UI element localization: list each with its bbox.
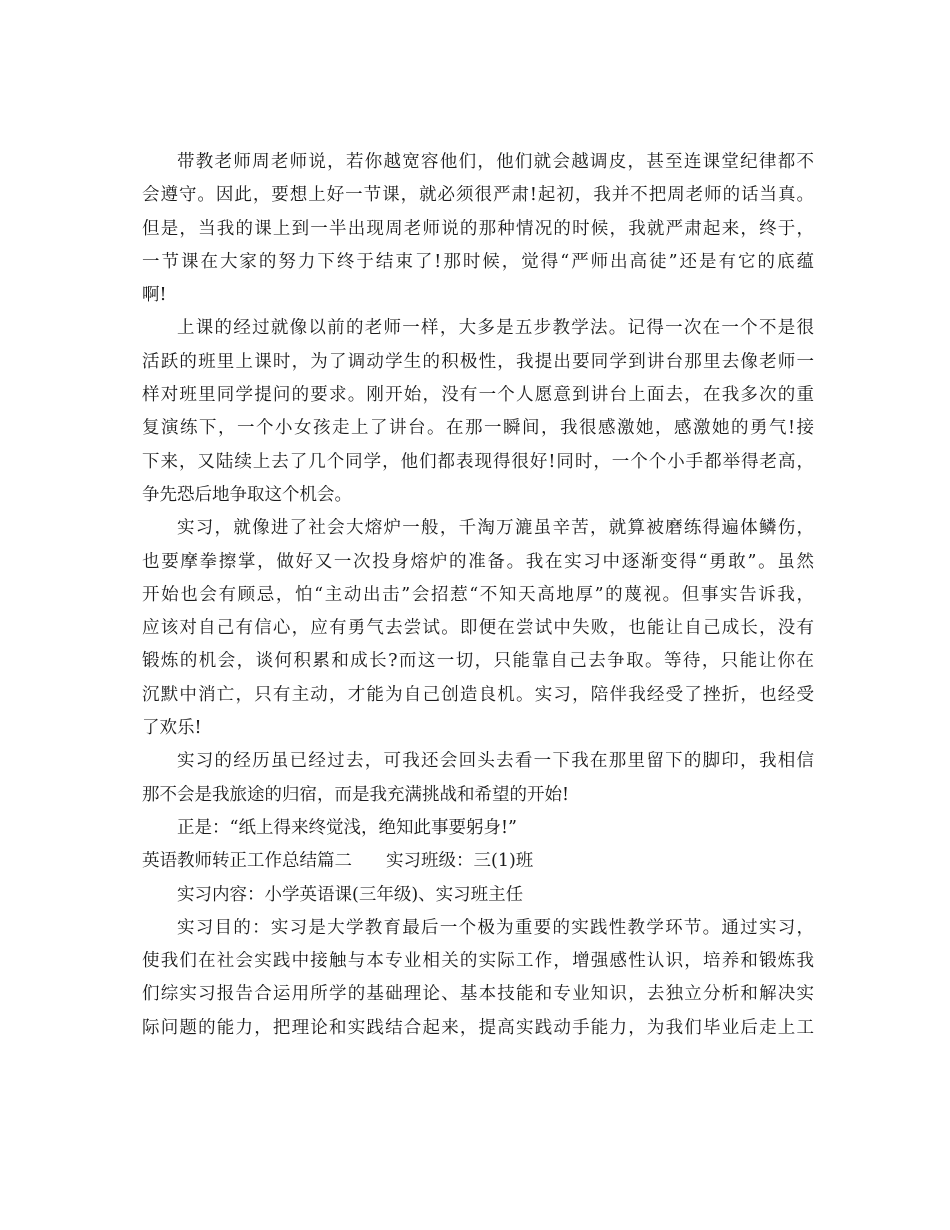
paragraph-6	[142, 879, 814, 912]
section-heading	[142, 845, 814, 878]
paragraph-4	[142, 745, 814, 812]
text-line: 实习，就像进了社会大熔炉一般，千淘万漉虽辛苦，就算被磨练得遍体鳞伤，	[177, 518, 814, 539]
text-line: 带教老师周老师说，若你越宽容他们，他们就会越调皮，甚至连课堂纪律都不	[177, 152, 814, 172]
text-line: 会遵守。因此，要想上好一节课，就必须很严肃!起初，我并不把周老师的话当真。	[142, 185, 814, 206]
section-title: 英语教师转正工作总结篇二	[142, 851, 352, 872]
text-line: 沉默中消亡，只有主动，才能为自己创造良机。实习，陪伴我经受了挫折，也经受	[142, 684, 814, 705]
text-line: 也要摩拳擦掌，做好又一次投身熔炉的准备。我在实习中逐渐变得“勇敢”。虽然	[142, 551, 814, 572]
text-line: 上课的经过就像以前的老师一样，大多是五步教学法。记得一次在一个不是很	[177, 318, 814, 339]
text-line: 下来，又陆续上去了几个同学，他们都表现得很好!同时，一个个小手都举得老高，	[142, 451, 814, 472]
class-info: 实习班级：三(1)班	[386, 851, 534, 872]
text-line: 活跃的班里上课时，为了调动学生的积极性，我提出要同学到讲台那里去像老师一	[142, 351, 814, 372]
text-line: 际问题的能力，把理论和实践结合起来，提高实践动手能力，为我们毕业后走上工	[142, 1017, 814, 1038]
text-line: 那不会是我旅途的归宿，而是我充满挑战和希望的开始!	[142, 784, 570, 805]
text-line: 锻炼的机会，谈何积累和成长?而这一切，只能靠自己去争取。等待，只能让你在	[142, 651, 814, 672]
text-line: 应该对自己有信心，应有勇气去尝试。即便在尝试中失败，也能让自己成长，没有	[142, 618, 814, 639]
paragraph-5	[142, 812, 814, 845]
document-page	[142, 146, 814, 1045]
text-line: 了欢乐!	[142, 718, 202, 739]
paragraph-1	[142, 146, 814, 312]
text-line: 实习的经历虽已经过去，可我还会回头去看一下我在那里留下的脚印，我相信	[177, 751, 814, 772]
paragraph-3	[142, 512, 814, 745]
text-line: 复演练下，一个小女孩走上了讲台。在那一瞬间，我很感激她，感激她的勇气!接	[142, 418, 814, 439]
text-line: 但是，当我的课上到一半出现周老师说的那种情况的时候，我就严肃起来，终于，	[142, 218, 814, 239]
text-line: 实习内容：小学英语课(三年级)、实习班主任	[177, 884, 524, 905]
text-line: 使我们在社会实践中接触与本专业相关的实际工作，增强感性认识，培养和锻炼我	[142, 951, 814, 972]
text-line: 正是：“纸上得来终觉浅，绝知此事要躬身!”	[177, 817, 517, 838]
text-line: 们综实习报告合运用所学的基础理论、基本技能和专业知识，去独立分析和解决实	[142, 984, 814, 1005]
text-line: 样对班里同学提问的要求。刚开始，没有一个人愿意到讲台上面去，在我多次的重	[142, 385, 814, 406]
text-line: 开始也会有顾忌，怕“主动出击”会招惹“不知天高地厚”的蔑视。但事实告诉我，	[142, 584, 814, 605]
text-line: 啊!	[142, 285, 167, 306]
text-line: 争先恐后地争取这个机会。	[142, 484, 352, 505]
paragraph-2	[142, 312, 814, 512]
paragraph-7	[142, 912, 814, 1045]
text-line: 实习目的：实习是大学教育最后一个极为重要的实践性教学环节。通过实习，	[177, 917, 814, 938]
text-line: 一节课在大家的努力下终于结束了!那时候，觉得“严师出高徒”还是有它的底蕴	[142, 251, 814, 272]
